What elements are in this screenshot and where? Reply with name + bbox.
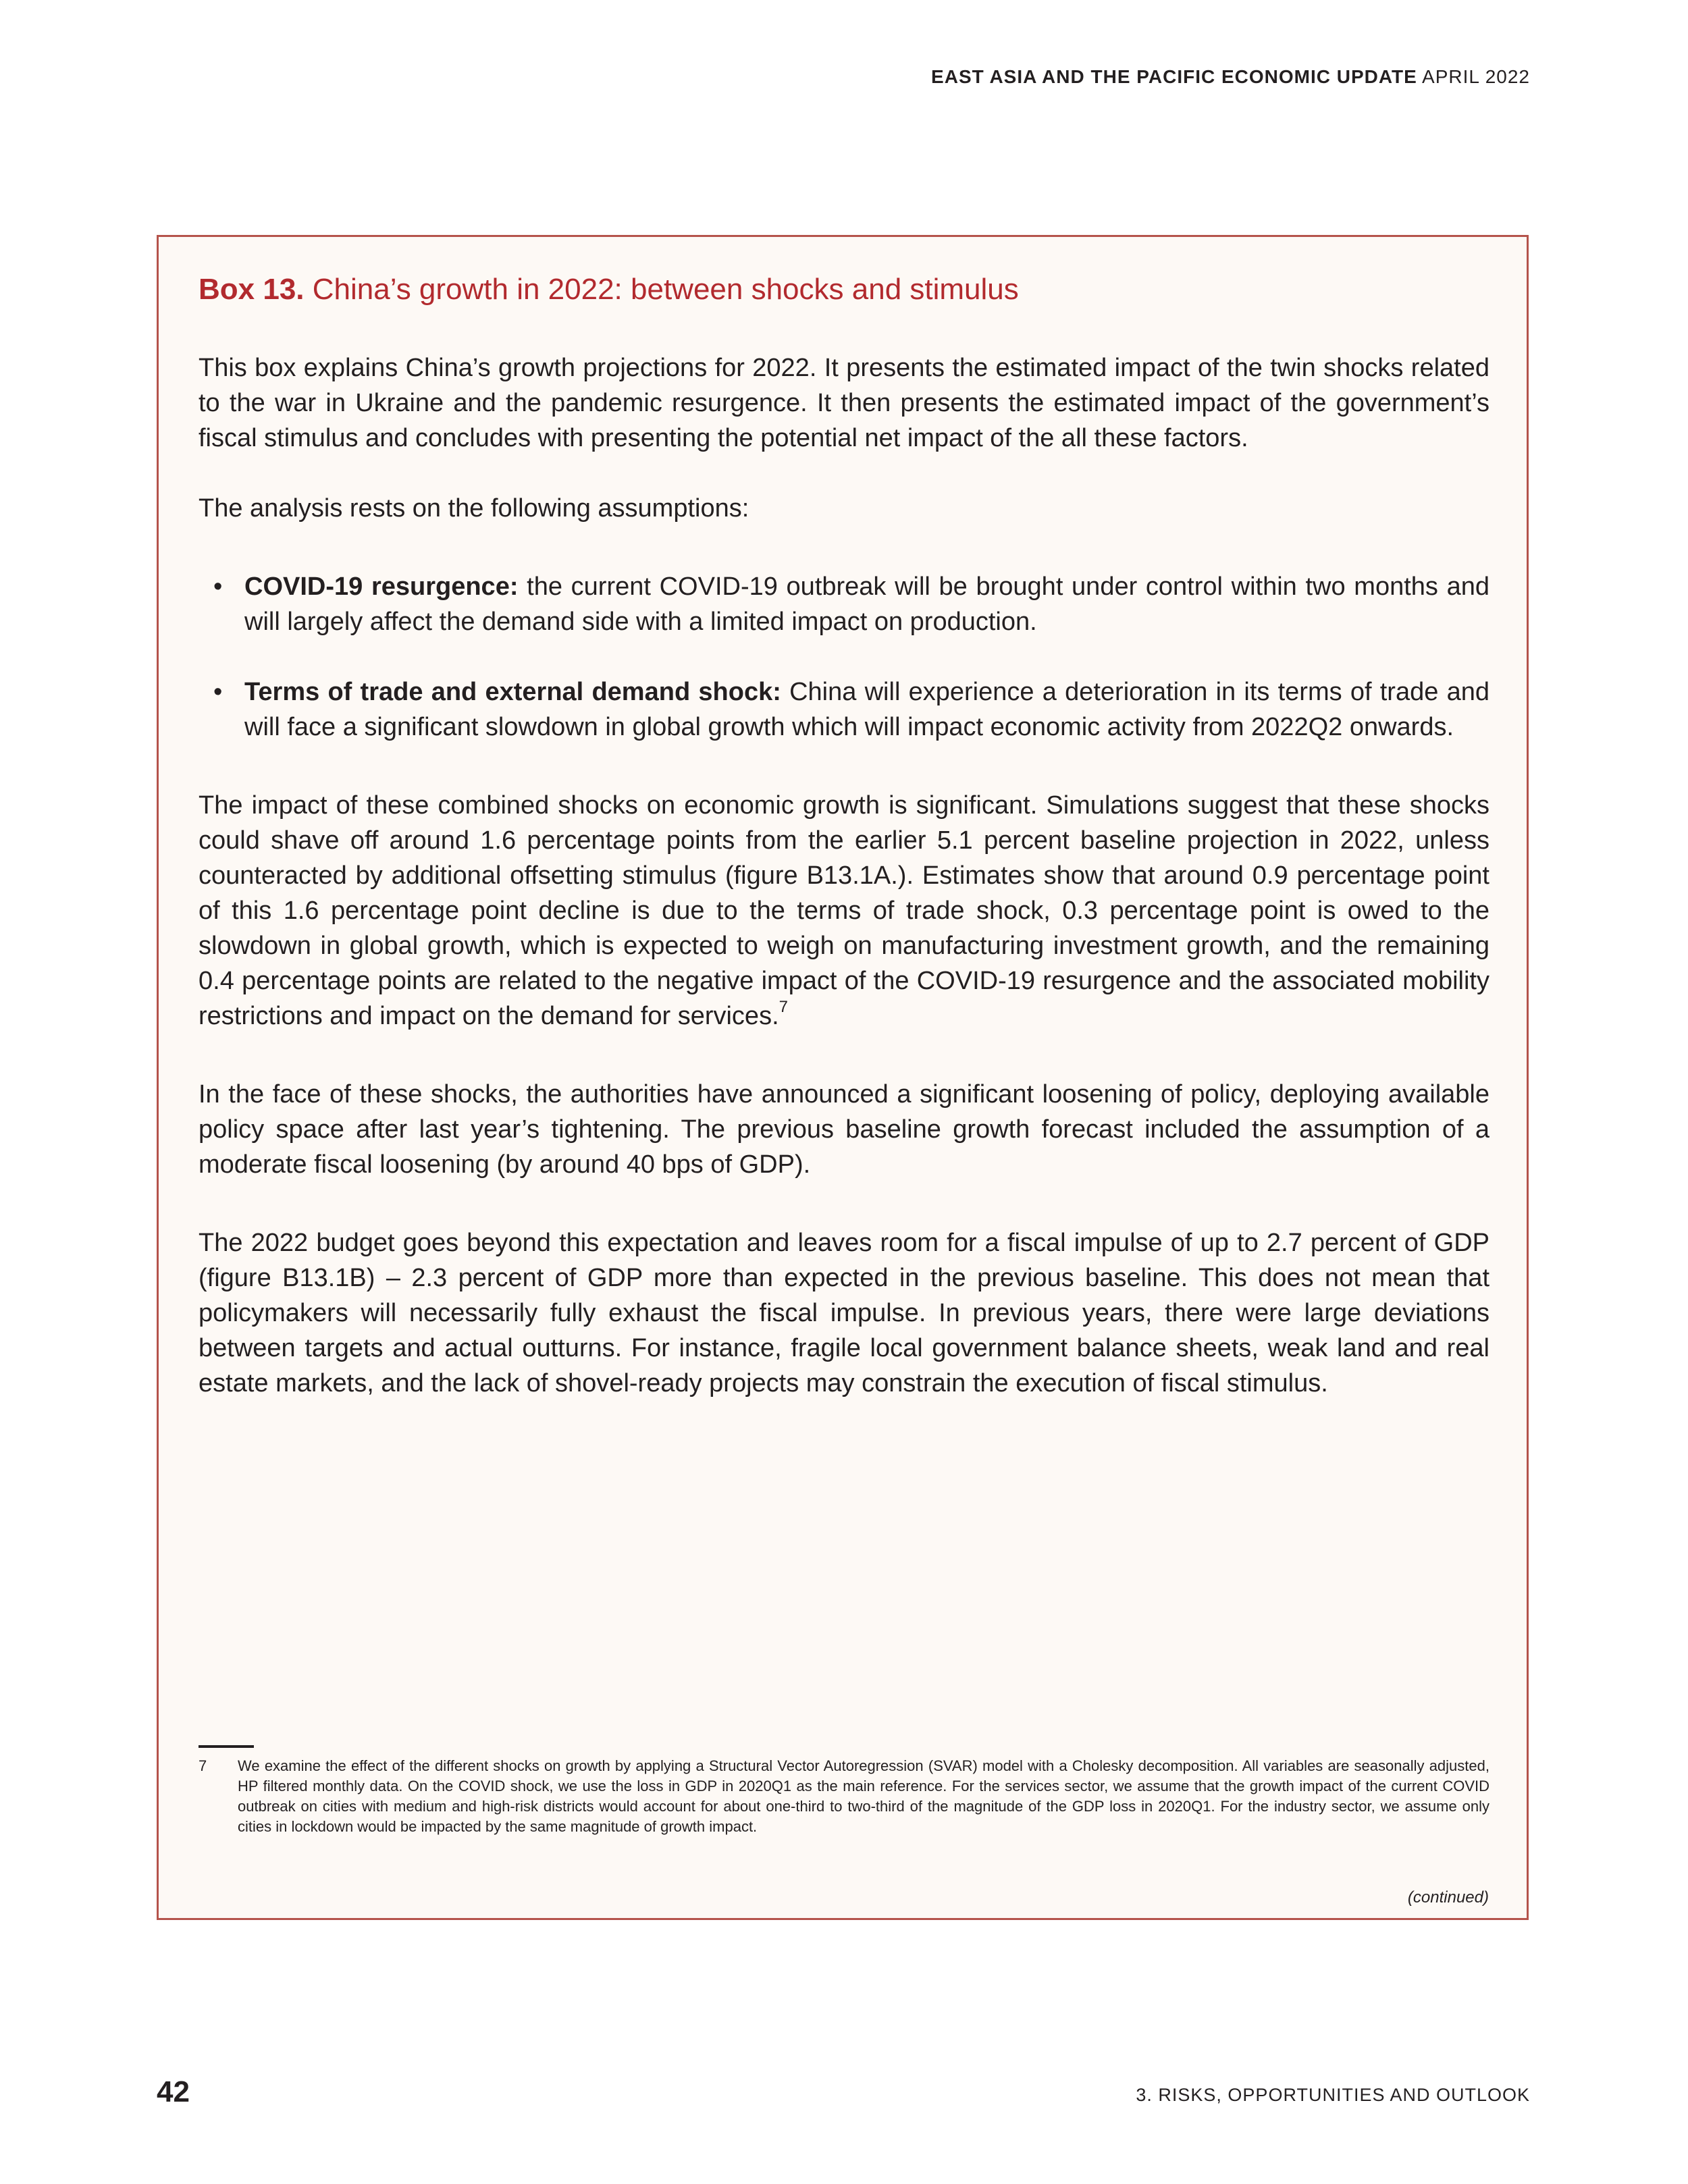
impact-paragraph-text: The impact of these combined shocks on economic growth is significant. Simulations suggest that these shocks could shave off around 1.6 percentage points from the earlier 5.1 percent baseline projection in 2022, unless counteracted by additional offsetting stimulus (figure B13.1A.). Estimates show that around 0.9 percentage point of this 1.6 percentage point decline is due to the terms of trade shock, 0.3 percentage point is owed to the slowdown in global growth, which is expected to weigh on manufacturing investment growth, and the remaining 0.4 percentage points are related to the negative impact of the COVID-19 resurgence and the associated mobility restrictions and impact on the demand for services. xyxy=(199,791,1489,1030)
footnote-number: 7 xyxy=(199,1757,207,1774)
assumption-lead: COVID-19 resurgence: xyxy=(244,572,519,601)
budget-paragraph: The 2022 budget goes beyond this expectation and leaves room for a fiscal impulse of up to 2.7 percent of GDP (figure B13.1B) – 2.3 percent of GDP more than expected in the previous baseline. This does not mean that policymakers will necessarily fully exhaust the fiscal impulse. In previous years, there were large deviations between targets and actual outturns. For instance, fragile local government balance sheets, weak land and real estate markets, and the lack of shovel-ready projects may constrain the execution of fiscal stimulus. xyxy=(199,1229,1489,1397)
assumption-text: China will experience a deterioration in its terms of trade and will face a significant slowdown in global growth which will impact economic activity from 2022Q2 onwards. xyxy=(244,678,1489,741)
policy-paragraph: In the face of these shocks, the authorities have announced a significant loosening of policy, deploying available policy space after last year’s tightening. The previous baseline growth forecast included the assumption of a moderate fiscal loosening (by around 40 bps of GDP). xyxy=(199,1080,1489,1179)
bullet-icon: • xyxy=(213,572,223,601)
section-footer: 3. RISKS, OPPORTUNITIES AND OUTLOOK xyxy=(1136,2085,1530,2105)
footnote-text: We examine the effect of the different shocks on growth by applying a Structural Vector Autoregression (SVAR) model with a Cholesky decomposition. All variables are seasonally adjusted, HP filtered monthly data. On the COVID shock, we use the loss in GDP in 2020Q1 as the main reference. For the services sector, we assume that the growth impact of the current COVID outbreak on cities with medium and high-risk districts would account for about one-third to two-third of the magnitude of the GDP loss in 2020Q1. For the industry sector, we assume only cities in lockdown would be impacted by the same magnitude of growth impact. xyxy=(238,1757,1489,1835)
assumption-text: the current COVID-19 outbreak will be brought under control within two months and will largely affect the demand side with a limited impact on production. xyxy=(244,572,1489,636)
box-title xyxy=(199,272,1489,307)
assumptions-lead: The analysis rests on the following assumptions: xyxy=(199,494,749,523)
box-title-text: China’s growth in 2022: between shocks and stimulus xyxy=(312,273,1019,306)
footnote-reference[interactable]: 7 xyxy=(779,998,788,1017)
box-13 xyxy=(157,235,1529,1920)
assumptions-list xyxy=(199,569,1489,745)
impact-paragraph xyxy=(199,788,1489,1034)
bullet-icon: • xyxy=(213,678,223,706)
box-label: Box 13. xyxy=(199,273,305,306)
list-item xyxy=(199,569,1489,639)
running-header xyxy=(931,66,1530,88)
continued-label: (continued) xyxy=(1407,1888,1489,1907)
assumption-lead: Terms of trade and external demand shock: xyxy=(244,678,781,706)
intro-paragraph: This box explains China’s growth projections for 2022. It presents the estimated impact of the twin shocks related to the war in Ukraine and the pandemic resurgence. It then presents the estimated impact of the government’s fiscal stimulus and concludes with presenting the potential net impact of the all these factors. xyxy=(199,354,1489,452)
footnote xyxy=(199,1756,1489,1837)
box-content xyxy=(199,272,1489,1401)
report-title: EAST ASIA AND THE PACIFIC ECONOMIC UPDATE xyxy=(931,66,1417,87)
page-number: 42 xyxy=(157,2075,190,2108)
list-item xyxy=(199,674,1489,745)
footnote-divider xyxy=(199,1745,254,1748)
report-date: APRIL 2022 xyxy=(1422,66,1530,87)
